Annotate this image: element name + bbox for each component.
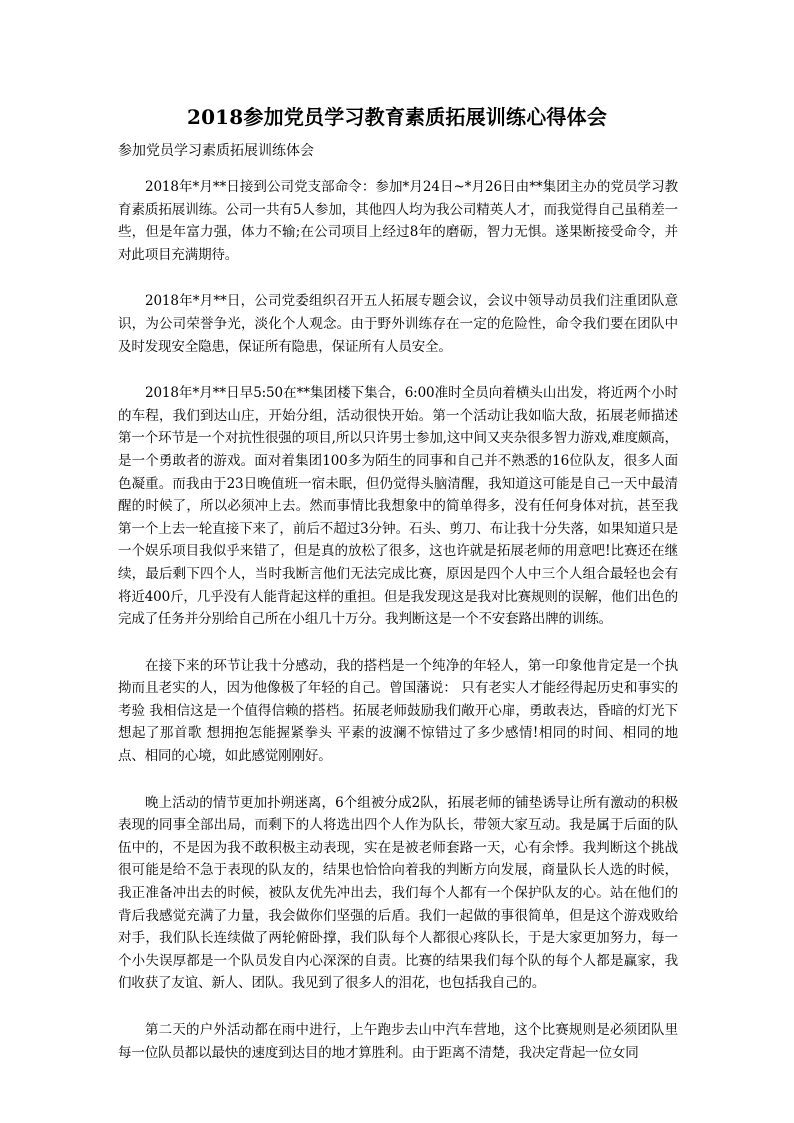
document-title: 2018参加党员学习教育素质拓展训练心得体会 — [186, 105, 608, 129]
paragraph: 2018年*月**日，公司党委组织召开五人拓展专题会议，会议中领导动员我们注重团队意识，为公司荣誉争光，淡化个人观念。由于野外训练存在一定的危险性，命令我们要在团队中及时发现安全隐患，保证所有隐患，保证所有人员安全。 — [118, 293, 678, 355]
paragraph: 2018年*月**日早5:50在**集团楼下集合，6:00准时全员向着横头山出发，将近两个小时的车程，我们到达山庄，开始分组，活动很快开始。第一个活动让我如临大敌，拓展老师描述第一个环节是一个对抗性很强的项目,所以只许男士参加,这中间又夹杂很多智力游戏,难度颇高，是一个勇敢者的游戏。面对着集团100多为陌生的同事和自己并不熟悉的16位队友，很多人面色凝重。而我由于23日晚值班一宿未眠，但仍觉得头脑清醒，我知道这可能是自己一天中最清醒的时候了，所以必须冲上去。然而事情比我想象中的简单得多，没有任何身体对抗，甚至我第一个上去一轮直接下来了，前后不超过3分钟。石头、剪刀、布让我十分失落，如果知道只是一个娱乐项目我似乎来错了，但是真的放松了很多，这也许就是拓展老师的用意吧!比赛还在继续，最后剩下四个人，当时我断言他们无法完成比赛，原因是四个人中三个人组合最轻也会有将近400斤，几乎没有人能背起这样的重担。但是我发现这是我对比赛规则的误解，他们出色的完成了任务并分别给自己所在小组几十万分。我判断这是一个不安套路出牌的训练。 — [118, 385, 678, 628]
paragraph: 晚上活动的情节更加扑朔迷离，6个组被分成2队，拓展老师的铺垫诱导让所有激动的积极表现的同事全部出局，而剩下的人将选出四个人作为队长，带领大家互动。我是属于后面的队伍中的，不是因为我不敢积极主动表现，实在是被老师套路一天，心有余悸。我判断这个挑战很可能是给不急于表现的队友的，结果也恰恰向着我的判断方向发展，商量队长人选的时候，我正准备冲出去的时候，被队友优先冲出去，我们每个人都有一个保护队友的心。站在他们的背后我感觉充满了力量，我会做你们坚强的后盾。我们一起做的事很简单，但是这个游戏败给对手，我们队长连续做了两轮俯卧撑，我们队每个人都很心疼队长，于是大家更加努力，每一个小失误厚都是一个队员发自内心深深的自责。比赛的结果我们每个队的每个人都是赢家，我们收获了友谊、新人、团队。我见到了很多人的泪花，也包括我自己的。 — [118, 794, 678, 992]
paragraph: 第二天的户外活动都在雨中进行，上午跑步去山中汽车营地，这个比赛规则是必须团队里每一位队员都以最快的速度到达目的地才算胜利。由于距离不清楚，我决定背起一位女同 — [118, 1022, 678, 1061]
document-subtitle: 参加党员学习素质拓展训练体会 — [118, 143, 314, 159]
paragraph: 2018年*月**日接到公司党支部命令：参加*月24日~*月26日由**集团主办的党员学习教育素质拓展训练。公司一共有5人参加，其他四人均为我公司精英人才，而我觉得自己虽稍差一些，但是年富力强，体力不输;在公司项目上经过8年的磨砺，智力无惧。遂果断接受命令，并对此项目充满期待。 — [118, 179, 678, 263]
document-body — [118, 176, 678, 1088]
paragraph: 在接下来的环节让我十分感动，我的搭档是一个纯净的年轻人，第一印象他肯定是一个执拗而且老实的人，因为他像极了年轻的自己。曾国藩说： 只有老实人才能经得起历史和事实的考验 我相信这是一个值得信赖的搭档。拓展老师鼓励我们敞开心扉，勇敢表达，昏暗的灯光下想起了那首歌 想拥抱怎能握紧拳头 平素的波澜不惊错过了多少感情!相同的时间、相同的地点、相同的心境，如此感觉刚刚好。 — [118, 657, 678, 765]
